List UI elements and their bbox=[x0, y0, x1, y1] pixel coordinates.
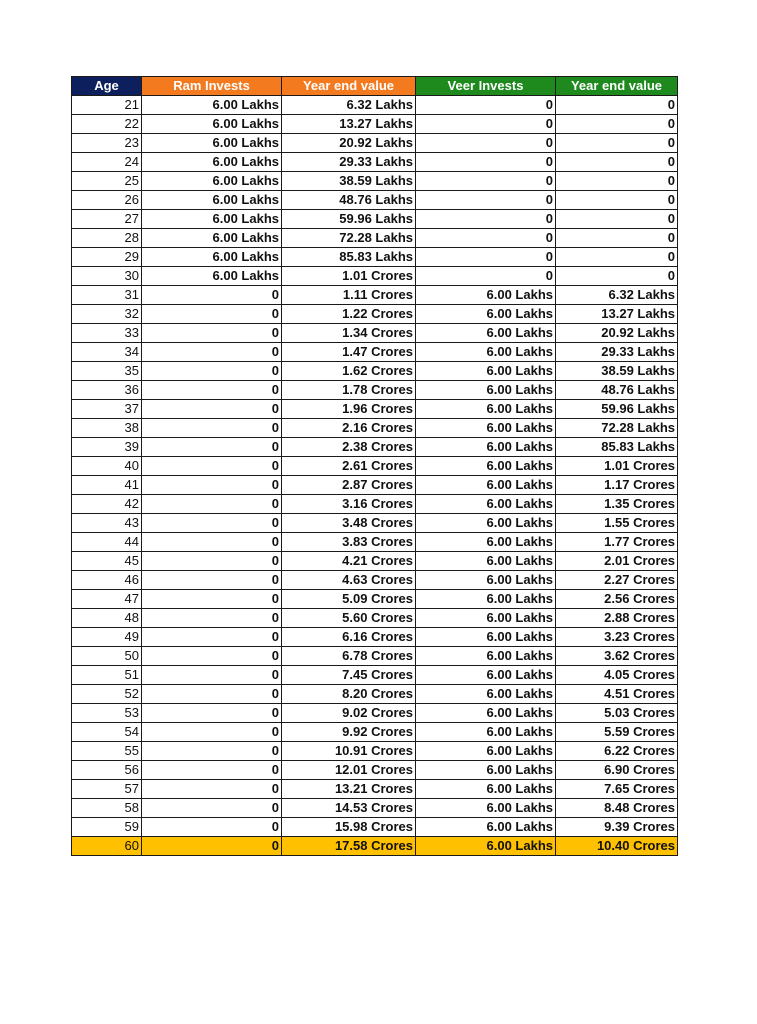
age-cell[interactable]: 29 bbox=[72, 248, 142, 267]
ram-invests-cell[interactable]: 0 bbox=[142, 818, 282, 837]
age-cell[interactable]: 50 bbox=[72, 647, 142, 666]
veer-invests-cell[interactable]: 6.00 Lakhs bbox=[416, 381, 556, 400]
table-row bbox=[72, 571, 678, 590]
veer-year-end-value-cell[interactable]: 4.51 Crores bbox=[556, 685, 678, 704]
ram-year-end-value-cell[interactable]: 29.33 Lakhs bbox=[282, 153, 416, 172]
veer-year-end-value-cell[interactable]: 0 bbox=[556, 248, 678, 267]
veer-invests-cell[interactable]: 0 bbox=[416, 191, 556, 210]
table-row bbox=[72, 761, 678, 780]
veer-invests-cell[interactable]: 6.00 Lakhs bbox=[416, 837, 556, 856]
ram-year-end-value-cell[interactable]: 6.16 Crores bbox=[282, 628, 416, 647]
veer-invests-cell[interactable]: 0 bbox=[416, 115, 556, 134]
veer-invests-cell[interactable]: 6.00 Lakhs bbox=[416, 305, 556, 324]
table-row bbox=[72, 343, 678, 362]
ram-year-end-value-cell[interactable]: 72.28 Lakhs bbox=[282, 229, 416, 248]
veer-year-end-value-cell[interactable]: 5.59 Crores bbox=[556, 723, 678, 742]
veer-year-end-value-cell[interactable]: 1.17 Crores bbox=[556, 476, 678, 495]
veer-invests-cell[interactable]: 6.00 Lakhs bbox=[416, 799, 556, 818]
ram-invests-cell[interactable]: 6.00 Lakhs bbox=[142, 115, 282, 134]
ram-invests-cell[interactable]: 6.00 Lakhs bbox=[142, 248, 282, 267]
veer-invests-cell[interactable]: 6.00 Lakhs bbox=[416, 742, 556, 761]
table-row bbox=[72, 837, 678, 856]
ram-invests-cell[interactable]: 0 bbox=[142, 419, 282, 438]
veer-invests-cell[interactable]: 6.00 Lakhs bbox=[416, 685, 556, 704]
age-cell[interactable]: 47 bbox=[72, 590, 142, 609]
table-row bbox=[72, 153, 678, 172]
ram-year-end-value-cell[interactable]: 85.83 Lakhs bbox=[282, 248, 416, 267]
ram-year-end-value-cell[interactable]: 1.22 Crores bbox=[282, 305, 416, 324]
age-cell[interactable]: 54 bbox=[72, 723, 142, 742]
table-row bbox=[72, 286, 678, 305]
ram-invests-cell[interactable]: 6.00 Lakhs bbox=[142, 96, 282, 115]
ram-invests-cell[interactable]: 0 bbox=[142, 286, 282, 305]
ram-year-end-value-cell[interactable]: 7.45 Crores bbox=[282, 666, 416, 685]
ram-year-end-value-cell[interactable]: 13.27 Lakhs bbox=[282, 115, 416, 134]
ram-year-end-value-cell[interactable]: 1.47 Crores bbox=[282, 343, 416, 362]
age-cell[interactable]: 30 bbox=[72, 267, 142, 286]
age-cell[interactable]: 58 bbox=[72, 799, 142, 818]
ram-invests-cell[interactable]: 0 bbox=[142, 324, 282, 343]
age-cell[interactable]: 25 bbox=[72, 172, 142, 191]
age-cell[interactable]: 39 bbox=[72, 438, 142, 457]
age-cell[interactable]: 22 bbox=[72, 115, 142, 134]
ram-year-end-value-cell[interactable]: 17.58 Crores bbox=[282, 837, 416, 856]
ram-year-end-value-cell[interactable]: 9.02 Crores bbox=[282, 704, 416, 723]
age-cell[interactable]: 46 bbox=[72, 571, 142, 590]
ram-invests-cell[interactable]: 0 bbox=[142, 837, 282, 856]
age-cell[interactable]: 37 bbox=[72, 400, 142, 419]
ram-invests-cell[interactable]: 0 bbox=[142, 780, 282, 799]
ram-invests-cell[interactable]: 6.00 Lakhs bbox=[142, 172, 282, 191]
ram-invests-cell[interactable]: 0 bbox=[142, 381, 282, 400]
veer-year-end-value-cell[interactable]: 7.65 Crores bbox=[556, 780, 678, 799]
table-row bbox=[72, 324, 678, 343]
age-cell[interactable]: 43 bbox=[72, 514, 142, 533]
ram-year-end-value-cell[interactable]: 6.78 Crores bbox=[282, 647, 416, 666]
ram-year-end-value-cell[interactable]: 59.96 Lakhs bbox=[282, 210, 416, 229]
ram-year-end-value-cell[interactable]: 4.21 Crores bbox=[282, 552, 416, 571]
veer-year-end-value-cell[interactable]: 6.32 Lakhs bbox=[556, 286, 678, 305]
ram-invests-cell[interactable]: 0 bbox=[142, 799, 282, 818]
age-header[interactable]: Age bbox=[72, 77, 142, 96]
age-cell[interactable]: 45 bbox=[72, 552, 142, 571]
veer-invests-cell[interactable]: 6.00 Lakhs bbox=[416, 514, 556, 533]
veer-invests-cell[interactable]: 0 bbox=[416, 210, 556, 229]
ram-invests-cell[interactable]: 6.00 Lakhs bbox=[142, 210, 282, 229]
age-cell[interactable]: 31 bbox=[72, 286, 142, 305]
table-row bbox=[72, 723, 678, 742]
veer-year-end-value-cell[interactable]: 20.92 Lakhs bbox=[556, 324, 678, 343]
age-cell[interactable]: 60 bbox=[72, 837, 142, 856]
ram-year-end-value-cell[interactable]: 1.96 Crores bbox=[282, 400, 416, 419]
veer-year-end-value-cell[interactable]: 1.35 Crores bbox=[556, 495, 678, 514]
table-row bbox=[72, 552, 678, 571]
age-cell[interactable]: 28 bbox=[72, 229, 142, 248]
age-cell[interactable]: 40 bbox=[72, 457, 142, 476]
ram-year-end-value-cell[interactable]: 14.53 Crores bbox=[282, 799, 416, 818]
table-row bbox=[72, 457, 678, 476]
ram-year-end-value-cell[interactable]: 3.48 Crores bbox=[282, 514, 416, 533]
veer-year-end-value-cell[interactable]: 48.76 Lakhs bbox=[556, 381, 678, 400]
ram-invests-cell[interactable]: 0 bbox=[142, 438, 282, 457]
ram-invests-cell[interactable]: 0 bbox=[142, 457, 282, 476]
ram-invests-cell[interactable]: 0 bbox=[142, 685, 282, 704]
ram-year-end-value-cell[interactable]: 1.11 Crores bbox=[282, 286, 416, 305]
ram-invests-cell[interactable]: 6.00 Lakhs bbox=[142, 191, 282, 210]
ram-year-end-value-cell[interactable]: 2.61 Crores bbox=[282, 457, 416, 476]
ram-invests-cell[interactable]: 0 bbox=[142, 495, 282, 514]
age-cell[interactable]: 23 bbox=[72, 134, 142, 153]
ram-year-end-value-cell[interactable]: 1.62 Crores bbox=[282, 362, 416, 381]
table-row bbox=[72, 780, 678, 799]
age-cell[interactable]: 36 bbox=[72, 381, 142, 400]
table-row bbox=[72, 115, 678, 134]
veer-invests-cell[interactable]: 0 bbox=[416, 134, 556, 153]
ram-year-end-value-cell[interactable]: 6.32 Lakhs bbox=[282, 96, 416, 115]
veer-year-end-value-cell[interactable]: 4.05 Crores bbox=[556, 666, 678, 685]
veer-invests-cell[interactable]: 6.00 Lakhs bbox=[416, 476, 556, 495]
veer-year-end-value-cell[interactable]: 1.77 Crores bbox=[556, 533, 678, 552]
table-row bbox=[72, 172, 678, 191]
veer-invests-cell[interactable]: 6.00 Lakhs bbox=[416, 628, 556, 647]
ram-invests-cell[interactable]: 0 bbox=[142, 742, 282, 761]
veer-invests-cell[interactable]: 0 bbox=[416, 96, 556, 115]
veer-invests-cell[interactable]: 6.00 Lakhs bbox=[416, 666, 556, 685]
ram-invests-cell[interactable]: 0 bbox=[142, 723, 282, 742]
investment-comparison-table bbox=[71, 76, 678, 856]
age-cell[interactable]: 59 bbox=[72, 818, 142, 837]
veer-year-end-value-cell[interactable]: 6.90 Crores bbox=[556, 761, 678, 780]
veer-invests-cell[interactable]: 6.00 Lakhs bbox=[416, 457, 556, 476]
veer-invests-cell[interactable]: 6.00 Lakhs bbox=[416, 438, 556, 457]
age-cell[interactable]: 27 bbox=[72, 210, 142, 229]
age-cell[interactable]: 53 bbox=[72, 704, 142, 723]
ram-invests-cell[interactable]: 0 bbox=[142, 647, 282, 666]
veer-year-end-value-cell[interactable]: 10.40 Crores bbox=[556, 837, 678, 856]
veer-invests-cell[interactable]: 6.00 Lakhs bbox=[416, 723, 556, 742]
veer-invests-cell[interactable]: 0 bbox=[416, 172, 556, 191]
table-row bbox=[72, 647, 678, 666]
table-row bbox=[72, 514, 678, 533]
table-row bbox=[72, 590, 678, 609]
ram-invests-cell[interactable]: 0 bbox=[142, 476, 282, 495]
veer-year-end-value-cell[interactable]: 0 bbox=[556, 153, 678, 172]
veer-year-end-value-cell[interactable]: 0 bbox=[556, 267, 678, 286]
veer-invests-cell[interactable]: 6.00 Lakhs bbox=[416, 761, 556, 780]
veer-year-end-value-cell[interactable]: 0 bbox=[556, 191, 678, 210]
age-cell[interactable]: 52 bbox=[72, 685, 142, 704]
ram-year-end-value-cell[interactable]: 13.21 Crores bbox=[282, 780, 416, 799]
age-cell[interactable]: 34 bbox=[72, 343, 142, 362]
veer-invests-cell[interactable]: 0 bbox=[416, 229, 556, 248]
age-cell[interactable]: 32 bbox=[72, 305, 142, 324]
age-cell[interactable]: 42 bbox=[72, 495, 142, 514]
veer-year-end-value-cell[interactable]: 13.27 Lakhs bbox=[556, 305, 678, 324]
ram-year-end-value-cell[interactable]: 3.16 Crores bbox=[282, 495, 416, 514]
age-cell[interactable]: 51 bbox=[72, 666, 142, 685]
ram-year-end-value-cell[interactable]: 5.09 Crores bbox=[282, 590, 416, 609]
ram-year-end-value-cell[interactable]: 12.01 Crores bbox=[282, 761, 416, 780]
veer-invests-cell[interactable]: 0 bbox=[416, 267, 556, 286]
ram-invests-cell[interactable]: 0 bbox=[142, 343, 282, 362]
age-cell[interactable]: 21 bbox=[72, 96, 142, 115]
table-row bbox=[72, 419, 678, 438]
table-row bbox=[72, 533, 678, 552]
table-row bbox=[72, 248, 678, 267]
ram-year-end-value-cell[interactable]: 20.92 Lakhs bbox=[282, 134, 416, 153]
veer-year-end-value-cell[interactable]: 0 bbox=[556, 134, 678, 153]
veer-invests-cell[interactable]: 6.00 Lakhs bbox=[416, 552, 556, 571]
ram-invests-cell[interactable]: 6.00 Lakhs bbox=[142, 229, 282, 248]
age-cell[interactable]: 49 bbox=[72, 628, 142, 647]
age-cell[interactable]: 33 bbox=[72, 324, 142, 343]
veer-invests-cell[interactable]: 6.00 Lakhs bbox=[416, 286, 556, 305]
ram-year-end-value-cell[interactable]: 2.38 Crores bbox=[282, 438, 416, 457]
veer-year-end-value-cell[interactable]: 1.55 Crores bbox=[556, 514, 678, 533]
ram-invests-cell[interactable]: 0 bbox=[142, 666, 282, 685]
table-row bbox=[72, 666, 678, 685]
veer-year-end-value-cell[interactable]: 38.59 Lakhs bbox=[556, 362, 678, 381]
table-row bbox=[72, 742, 678, 761]
age-cell[interactable]: 35 bbox=[72, 362, 142, 381]
veer-invests-cell[interactable]: 6.00 Lakhs bbox=[416, 590, 556, 609]
ram-invests-cell[interactable]: 6.00 Lakhs bbox=[142, 134, 282, 153]
age-cell[interactable]: 41 bbox=[72, 476, 142, 495]
table-row bbox=[72, 685, 678, 704]
veer-invests-cell[interactable]: 6.00 Lakhs bbox=[416, 704, 556, 723]
ram-invests-cell[interactable]: 0 bbox=[142, 628, 282, 647]
age-cell[interactable]: 57 bbox=[72, 780, 142, 799]
veer-year-end-value-cell[interactable]: 6.22 Crores bbox=[556, 742, 678, 761]
veer-year-end-value-cell[interactable]: 0 bbox=[556, 172, 678, 191]
ram-year-end-value-cell[interactable]: 4.63 Crores bbox=[282, 571, 416, 590]
ram-invests-cell[interactable]: 0 bbox=[142, 609, 282, 628]
veer-invests-cell[interactable]: 6.00 Lakhs bbox=[416, 324, 556, 343]
table-row bbox=[72, 191, 678, 210]
veer-year-end-value-cell[interactable]: 2.27 Crores bbox=[556, 571, 678, 590]
table-row bbox=[72, 210, 678, 229]
veer-year-end-value-cell[interactable]: 29.33 Lakhs bbox=[556, 343, 678, 362]
table-row bbox=[72, 609, 678, 628]
table-row bbox=[72, 267, 678, 286]
ram-year-end-value-cell[interactable]: 1.01 Crores bbox=[282, 267, 416, 286]
veer-invests-cell[interactable]: 6.00 Lakhs bbox=[416, 571, 556, 590]
age-cell[interactable]: 55 bbox=[72, 742, 142, 761]
ram-invests-cell[interactable]: 0 bbox=[142, 305, 282, 324]
table-row bbox=[72, 362, 678, 381]
age-cell[interactable]: 48 bbox=[72, 609, 142, 628]
table-row bbox=[72, 134, 678, 153]
age-cell[interactable]: 56 bbox=[72, 761, 142, 780]
veer-invests-cell[interactable]: 6.00 Lakhs bbox=[416, 780, 556, 799]
veer-year-end-value-cell[interactable]: 0 bbox=[556, 115, 678, 134]
veer-invests-cell[interactable]: 6.00 Lakhs bbox=[416, 400, 556, 419]
ram-year-end-value-cell[interactable]: 38.59 Lakhs bbox=[282, 172, 416, 191]
veer-year-end-value-header[interactable]: Year end value bbox=[556, 77, 678, 96]
table-body bbox=[72, 96, 678, 856]
veer-year-end-value-cell[interactable]: 3.23 Crores bbox=[556, 628, 678, 647]
veer-invests-cell[interactable]: 6.00 Lakhs bbox=[416, 495, 556, 514]
veer-year-end-value-cell[interactable]: 59.96 Lakhs bbox=[556, 400, 678, 419]
ram-year-end-value-cell[interactable]: 10.91 Crores bbox=[282, 742, 416, 761]
table-row bbox=[72, 229, 678, 248]
table-row bbox=[72, 476, 678, 495]
ram-year-end-value-cell[interactable]: 1.34 Crores bbox=[282, 324, 416, 343]
veer-invests-cell[interactable]: 0 bbox=[416, 248, 556, 267]
ram-invests-cell[interactable]: 6.00 Lakhs bbox=[142, 267, 282, 286]
veer-year-end-value-cell[interactable]: 5.03 Crores bbox=[556, 704, 678, 723]
table-row bbox=[72, 704, 678, 723]
table-row bbox=[72, 495, 678, 514]
veer-invests-cell[interactable]: 6.00 Lakhs bbox=[416, 362, 556, 381]
age-cell[interactable]: 44 bbox=[72, 533, 142, 552]
age-cell[interactable]: 38 bbox=[72, 419, 142, 438]
veer-invests-cell[interactable]: 6.00 Lakhs bbox=[416, 419, 556, 438]
veer-invests-header[interactable]: Veer Invests bbox=[416, 77, 556, 96]
ram-year-end-value-cell[interactable]: 9.92 Crores bbox=[282, 723, 416, 742]
veer-year-end-value-cell[interactable]: 2.01 Crores bbox=[556, 552, 678, 571]
table-row bbox=[72, 381, 678, 400]
ram-year-end-value-cell[interactable]: 48.76 Lakhs bbox=[282, 191, 416, 210]
ram-year-end-value-cell[interactable]: 2.16 Crores bbox=[282, 419, 416, 438]
ram-year-end-value-cell[interactable]: 8.20 Crores bbox=[282, 685, 416, 704]
ram-invests-cell[interactable]: 6.00 Lakhs bbox=[142, 153, 282, 172]
veer-invests-cell[interactable]: 0 bbox=[416, 153, 556, 172]
table-row bbox=[72, 799, 678, 818]
veer-invests-cell[interactable]: 6.00 Lakhs bbox=[416, 343, 556, 362]
veer-year-end-value-cell[interactable]: 3.62 Crores bbox=[556, 647, 678, 666]
veer-year-end-value-cell[interactable]: 0 bbox=[556, 229, 678, 248]
table-row bbox=[72, 628, 678, 647]
veer-year-end-value-cell[interactable]: 85.83 Lakhs bbox=[556, 438, 678, 457]
veer-invests-cell[interactable]: 6.00 Lakhs bbox=[416, 647, 556, 666]
table-row bbox=[72, 818, 678, 837]
age-cell[interactable]: 26 bbox=[72, 191, 142, 210]
ram-year-end-value-cell[interactable]: 15.98 Crores bbox=[282, 818, 416, 837]
table-row bbox=[72, 96, 678, 115]
age-cell[interactable]: 24 bbox=[72, 153, 142, 172]
ram-invests-cell[interactable]: 0 bbox=[142, 761, 282, 780]
table-row bbox=[72, 400, 678, 419]
ram-year-end-value-cell[interactable]: 5.60 Crores bbox=[282, 609, 416, 628]
ram-invests-cell[interactable]: 0 bbox=[142, 514, 282, 533]
veer-year-end-value-cell[interactable]: 0 bbox=[556, 210, 678, 229]
veer-year-end-value-cell[interactable]: 1.01 Crores bbox=[556, 457, 678, 476]
ram-invests-cell[interactable]: 0 bbox=[142, 400, 282, 419]
veer-year-end-value-cell[interactable]: 9.39 Crores bbox=[556, 818, 678, 837]
table-row bbox=[72, 438, 678, 457]
table-row bbox=[72, 305, 678, 324]
ram-invests-cell[interactable]: 0 bbox=[142, 704, 282, 723]
veer-year-end-value-cell[interactable]: 2.88 Crores bbox=[556, 609, 678, 628]
ram-invests-header[interactable]: Ram Invests bbox=[142, 77, 282, 96]
ram-year-end-value-cell[interactable]: 1.78 Crores bbox=[282, 381, 416, 400]
veer-year-end-value-cell[interactable]: 2.56 Crores bbox=[556, 590, 678, 609]
veer-year-end-value-cell[interactable]: 8.48 Crores bbox=[556, 799, 678, 818]
ram-invests-cell[interactable]: 0 bbox=[142, 571, 282, 590]
ram-year-end-value-header[interactable]: Year end value bbox=[282, 77, 416, 96]
veer-invests-cell[interactable]: 6.00 Lakhs bbox=[416, 818, 556, 837]
ram-invests-cell[interactable]: 0 bbox=[142, 590, 282, 609]
veer-year-end-value-cell[interactable]: 0 bbox=[556, 96, 678, 115]
veer-invests-cell[interactable]: 6.00 Lakhs bbox=[416, 609, 556, 628]
ram-invests-cell[interactable]: 0 bbox=[142, 533, 282, 552]
ram-year-end-value-cell[interactable]: 3.83 Crores bbox=[282, 533, 416, 552]
ram-invests-cell[interactable]: 0 bbox=[142, 552, 282, 571]
veer-invests-cell[interactable]: 6.00 Lakhs bbox=[416, 533, 556, 552]
veer-year-end-value-cell[interactable]: 72.28 Lakhs bbox=[556, 419, 678, 438]
header-row bbox=[72, 77, 678, 96]
ram-invests-cell[interactable]: 0 bbox=[142, 362, 282, 381]
ram-year-end-value-cell[interactable]: 2.87 Crores bbox=[282, 476, 416, 495]
